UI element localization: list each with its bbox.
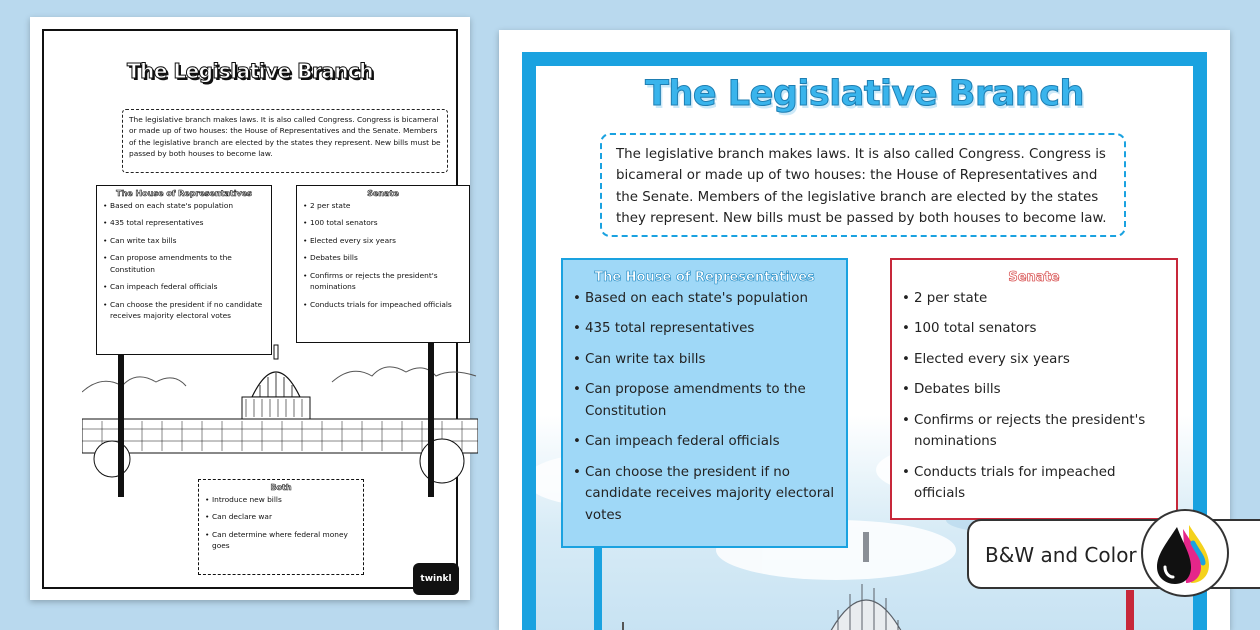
list-item: • 100 total senators — [303, 217, 463, 228]
bw-house-box — [96, 185, 272, 355]
color-senate-heading: Senate — [1008, 270, 1060, 285]
list-item: • Can propose amendments to the Constitution — [573, 379, 836, 422]
bw-both-box — [198, 479, 364, 575]
list-item: • Conducts trials for impeached officials — [902, 462, 1166, 505]
bw-worksheet-preview — [30, 17, 470, 600]
bw-intro-text: The legislative branch makes laws. It is also called Congress. Congress is bicameral or made up of two houses: the House of Representatives and the Senate. Members of the legislative branch are elected by the states they represent. New bills must be passed by both houses to become law. — [122, 109, 448, 173]
color-senate-box — [890, 258, 1178, 520]
list-item: • Can impeach federal officials — [573, 431, 836, 452]
list-item: • 435 total representatives — [573, 318, 836, 339]
bw-senate-heading: Senate — [367, 189, 399, 198]
color-title: The Legislative Branch — [645, 74, 1084, 114]
list-item: • Can declare war — [205, 511, 357, 522]
list-item: • Conducts trials for impeached officials — [303, 299, 463, 310]
list-item: • Can impeach federal officials — [103, 281, 265, 292]
color-house-heading: The House of Representatives — [594, 270, 815, 285]
list-item: • Confirms or rejects the president's nominations — [902, 410, 1166, 453]
bw-and-color-badge — [967, 519, 1260, 589]
list-item: • Based on each state's population — [573, 288, 836, 309]
list-item: • 100 total senators — [902, 318, 1166, 339]
list-item: • Elected every six years — [303, 235, 463, 246]
ink-drops-icon — [1141, 509, 1229, 597]
badge-label: B&W and Color — [985, 543, 1137, 567]
list-item: • Elected every six years — [902, 349, 1166, 370]
list-item: • Can choose the president if no candidate receives majority electoral votes — [573, 462, 836, 526]
senate-connector — [1126, 590, 1134, 630]
list-item: • 2 per state — [303, 200, 463, 211]
list-item: • 435 total representatives — [103, 217, 265, 228]
list-item: • Debates bills — [303, 252, 463, 263]
color-house-box — [561, 258, 848, 548]
list-item: • Can propose amendments to the Constitution — [103, 252, 265, 275]
list-item: • Introduce new bills — [205, 494, 357, 505]
list-item: • Can determine where federal money goes — [205, 529, 357, 552]
list-item: • Can write tax bills — [573, 349, 836, 370]
bw-capitol-illustration — [82, 337, 478, 497]
color-intro-text: The legislative branch makes laws. It is also called Congress. Congress is bicameral or made up of two houses: the House of Representatives and the Senate. Members of the legislative branch are elected by the states they represent. New bills must be passed by both houses to become law. — [600, 133, 1126, 237]
bw-title: The Legislative Branch — [126, 59, 374, 83]
list-item: • Based on each state's population — [103, 200, 265, 211]
list-item: • Confirms or rejects the president's nominations — [303, 270, 463, 293]
list-item: • 2 per state — [902, 288, 1166, 309]
list-item: • Debates bills — [902, 379, 1166, 400]
list-item: • Can write tax bills — [103, 235, 265, 246]
twinkl-logo: twinkl — [413, 563, 459, 595]
bw-house-heading: The House of Representatives — [116, 189, 252, 198]
house-connector — [594, 538, 602, 630]
list-item: • Can choose the president if no candidate receives majority electoral votes — [103, 299, 265, 322]
bw-senate-box — [296, 185, 470, 343]
bw-both-heading: Both — [270, 483, 292, 492]
